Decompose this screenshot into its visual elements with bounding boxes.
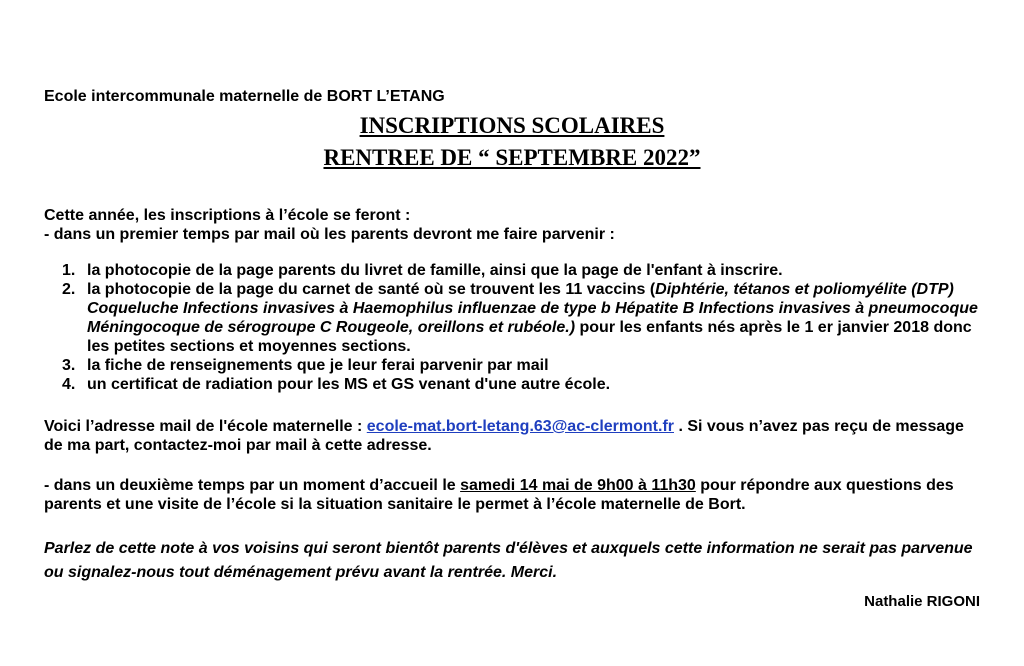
second-step-paragraph (44, 476, 984, 514)
event-date: samedi 14 mai de 9h00 à 11h30 (460, 477, 696, 494)
list-item-number: 1. (62, 262, 76, 279)
email-text-after: . Si vous n’avez pas reçu de message de ma part, contactez-moi par mail à cette adresse. (44, 418, 964, 454)
intro-line-2: - dans un premier temps par mail où les parents devront me faire parvenir : (44, 226, 615, 243)
email-paragraph (44, 417, 984, 455)
school-name: Ecole intercommunale maternelle de BORT L’ETANG (44, 88, 445, 105)
list-item-number: 2. (62, 281, 76, 298)
list-item-text: la photocopie de la page parents du livret de famille, ainsi que la page de l'enfant à inscrire. (87, 262, 783, 279)
second-step-text-before: - dans un deuxième temps par un moment d’accueil le (44, 477, 461, 494)
page-title: INSCRIPTIONS SCOLAIRES (359, 113, 665, 138)
vaccine-list-text: Diphtérie, tétanos et poliomyélite (DTP) Coqueluche Infections invasives à Haemophilus influenzae de type b Hépatite B Infections invasives à pneumocoque Méningocoque de sérogroupe C Rougeole, oreillons et rubéole.) (87, 281, 978, 336)
list-item-text-end: pour les enfants nés après le 1 er janvier 2018 donc les petites sections et moyennes sections. (87, 319, 972, 355)
list-item (62, 356, 992, 375)
note-paragraph: Parlez de cette note à vos voisins qui seront bientôt parents d'élèves et auxquels cette information ne serait pas parvenue ou signalez-nous tout déménagement prévu avant la rentrée. Merci. (44, 540, 973, 581)
intro-line-1: Cette année, les inscriptions à l’école se feront : (44, 207, 411, 224)
list-item-text: la fiche de renseignements que je leur ferai parvenir par mail (87, 357, 549, 374)
page-subtitle: RENTREE DE “ SEPTEMBRE 2022” (323, 145, 701, 170)
requirements-list (62, 261, 992, 394)
email-text-before: Voici l’adresse mail de l'école maternelle : (44, 418, 367, 435)
intro-paragraph (44, 206, 984, 244)
email-link[interactable]: ecole-mat.bort-letang.63@ac-clermont.fr (366, 418, 674, 435)
list-item (62, 280, 992, 356)
list-item-number: 3. (62, 357, 76, 374)
list-item (62, 375, 992, 394)
list-item-text: la photocopie de la page du carnet de santé où se trouvent les 11 vaccins ( (87, 281, 656, 298)
list-item-number: 4. (62, 376, 76, 393)
second-step-text-after: pour répondre aux questions des parents et une visite de l’école si la situation sanitaire le permet à l’école maternelle de Bort. (44, 477, 954, 513)
list-item-text: un certificat de radiation pour les MS et GS venant d'une autre école. (87, 376, 611, 393)
signature: Nathalie RIGONI (864, 593, 980, 610)
list-item (62, 261, 992, 280)
